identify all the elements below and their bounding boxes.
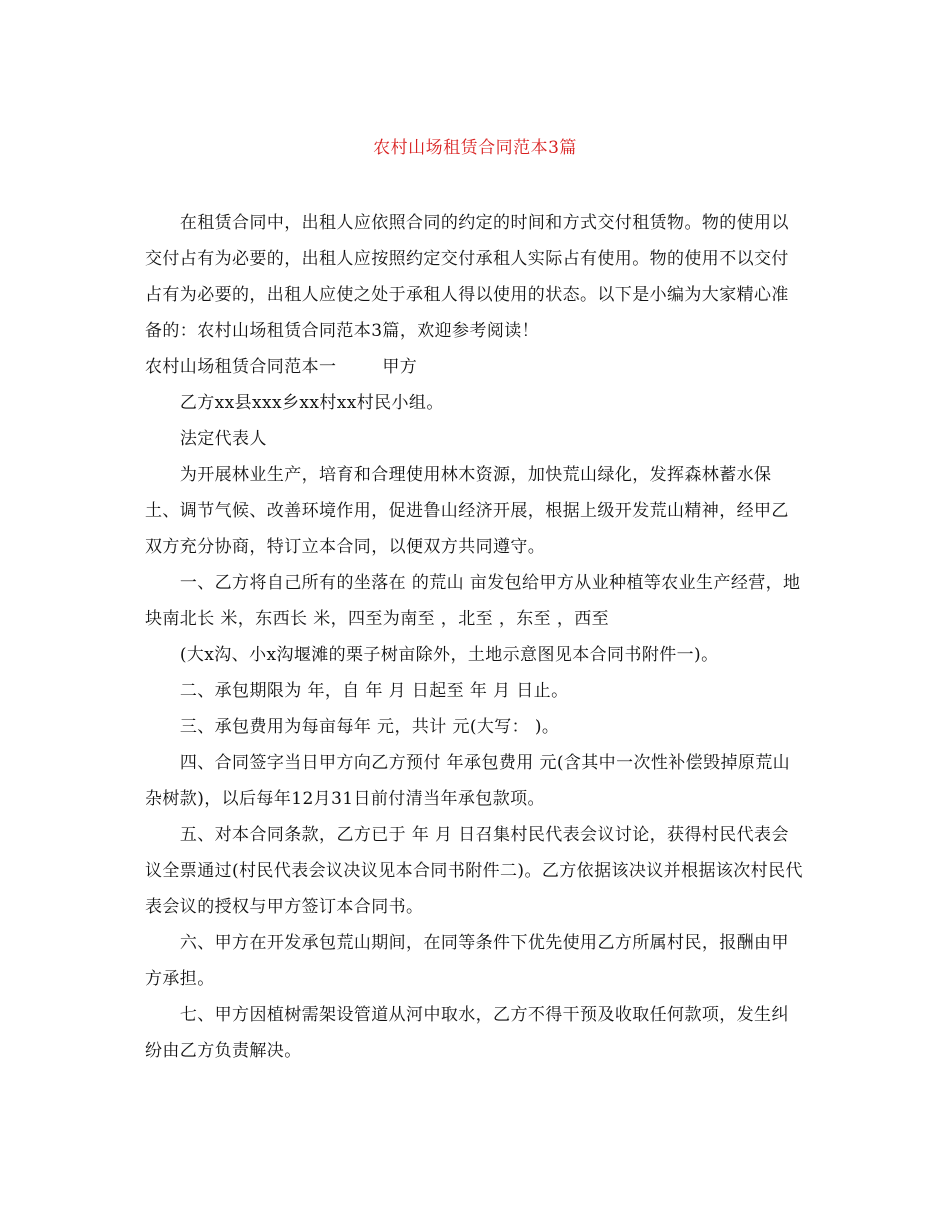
intro-paragraph: 在租赁合同中，出租人应依照合同的约定的时间和方式交付租赁物。物的使用以交付占有为必要的，出租人应按照约定交付承租人实际占有使用。物的使用不以交付占有为必要的，出租人应使之处于承租人得以使用的状态。以下是小编为大家精心准备的：农村山场租赁合同范本3篇，欢迎参考阅读！ bbox=[145, 213, 789, 341]
document-title: 农村山场租赁合同范本3篇 bbox=[373, 138, 577, 158]
clause-4: 四、合同签字当日甲方向乙方预付 年承包费用 元(含其中一次性补偿毁掉原荒山杂树款)，以后每年12月31日前付清当年承包款项。 bbox=[145, 753, 791, 809]
clause-3: 三、承包费用为每亩每年 元，共计 元(大写： )。 bbox=[179, 717, 560, 737]
clause-1-note: (大x沟、小x沟堰滩的栗子树亩除外，土地示意图见本合同书附件一)。 bbox=[179, 645, 719, 665]
clause-5: 五、对本合同条款，乙方已于 年 月 日召集村民代表会议讨论，获得村民代表会议全票通过(村民代表会议决议见本合同书附件二)。乙方依据该决议并根据该次村民代表会议的授权与甲方签订本合同书。 bbox=[145, 825, 803, 917]
section-heading-line bbox=[145, 349, 805, 385]
party-b-line: 乙方xx县xxx乡xx村xx村民小组。 bbox=[179, 393, 444, 413]
clause-2: 二、承包期限为 年，自 年 月 日起至 年 月 日止。 bbox=[179, 681, 569, 701]
clause-7: 七、甲方因植树需架设管道从河中取水，乙方不得干预及收取任何款项，发生纠纷由乙方负责解决。 bbox=[145, 1005, 789, 1061]
document-body bbox=[145, 205, 805, 1069]
section-heading: 农村山场租赁合同范本一 bbox=[145, 357, 337, 377]
party-a-label: 甲方 bbox=[382, 357, 418, 377]
clause-1: 一、乙方将自己所有的坐落在 的荒山 亩发包给甲方从业种植等农业生产经营，地块南北长 米，东西长 米，四至为南至 ，北至 ，东至 ，西至 bbox=[145, 573, 801, 629]
legal-representative-line: 法定代表人 bbox=[179, 429, 267, 449]
clause-6: 六、甲方在开发承包荒山期间，在同等条件下优先使用乙方所属村民，报酬由甲方承担。 bbox=[145, 933, 789, 989]
purpose-paragraph: 为开展林业生产，培育和合理使用林木资源，加快荒山绿化，发挥森林蓄水保土、调节气候、改善环境作用，促进鲁山经济开展，根据上级开发荒山精神，经甲乙双方充分协商，特订立本合同，以便双方共同遵守。 bbox=[145, 465, 789, 557]
